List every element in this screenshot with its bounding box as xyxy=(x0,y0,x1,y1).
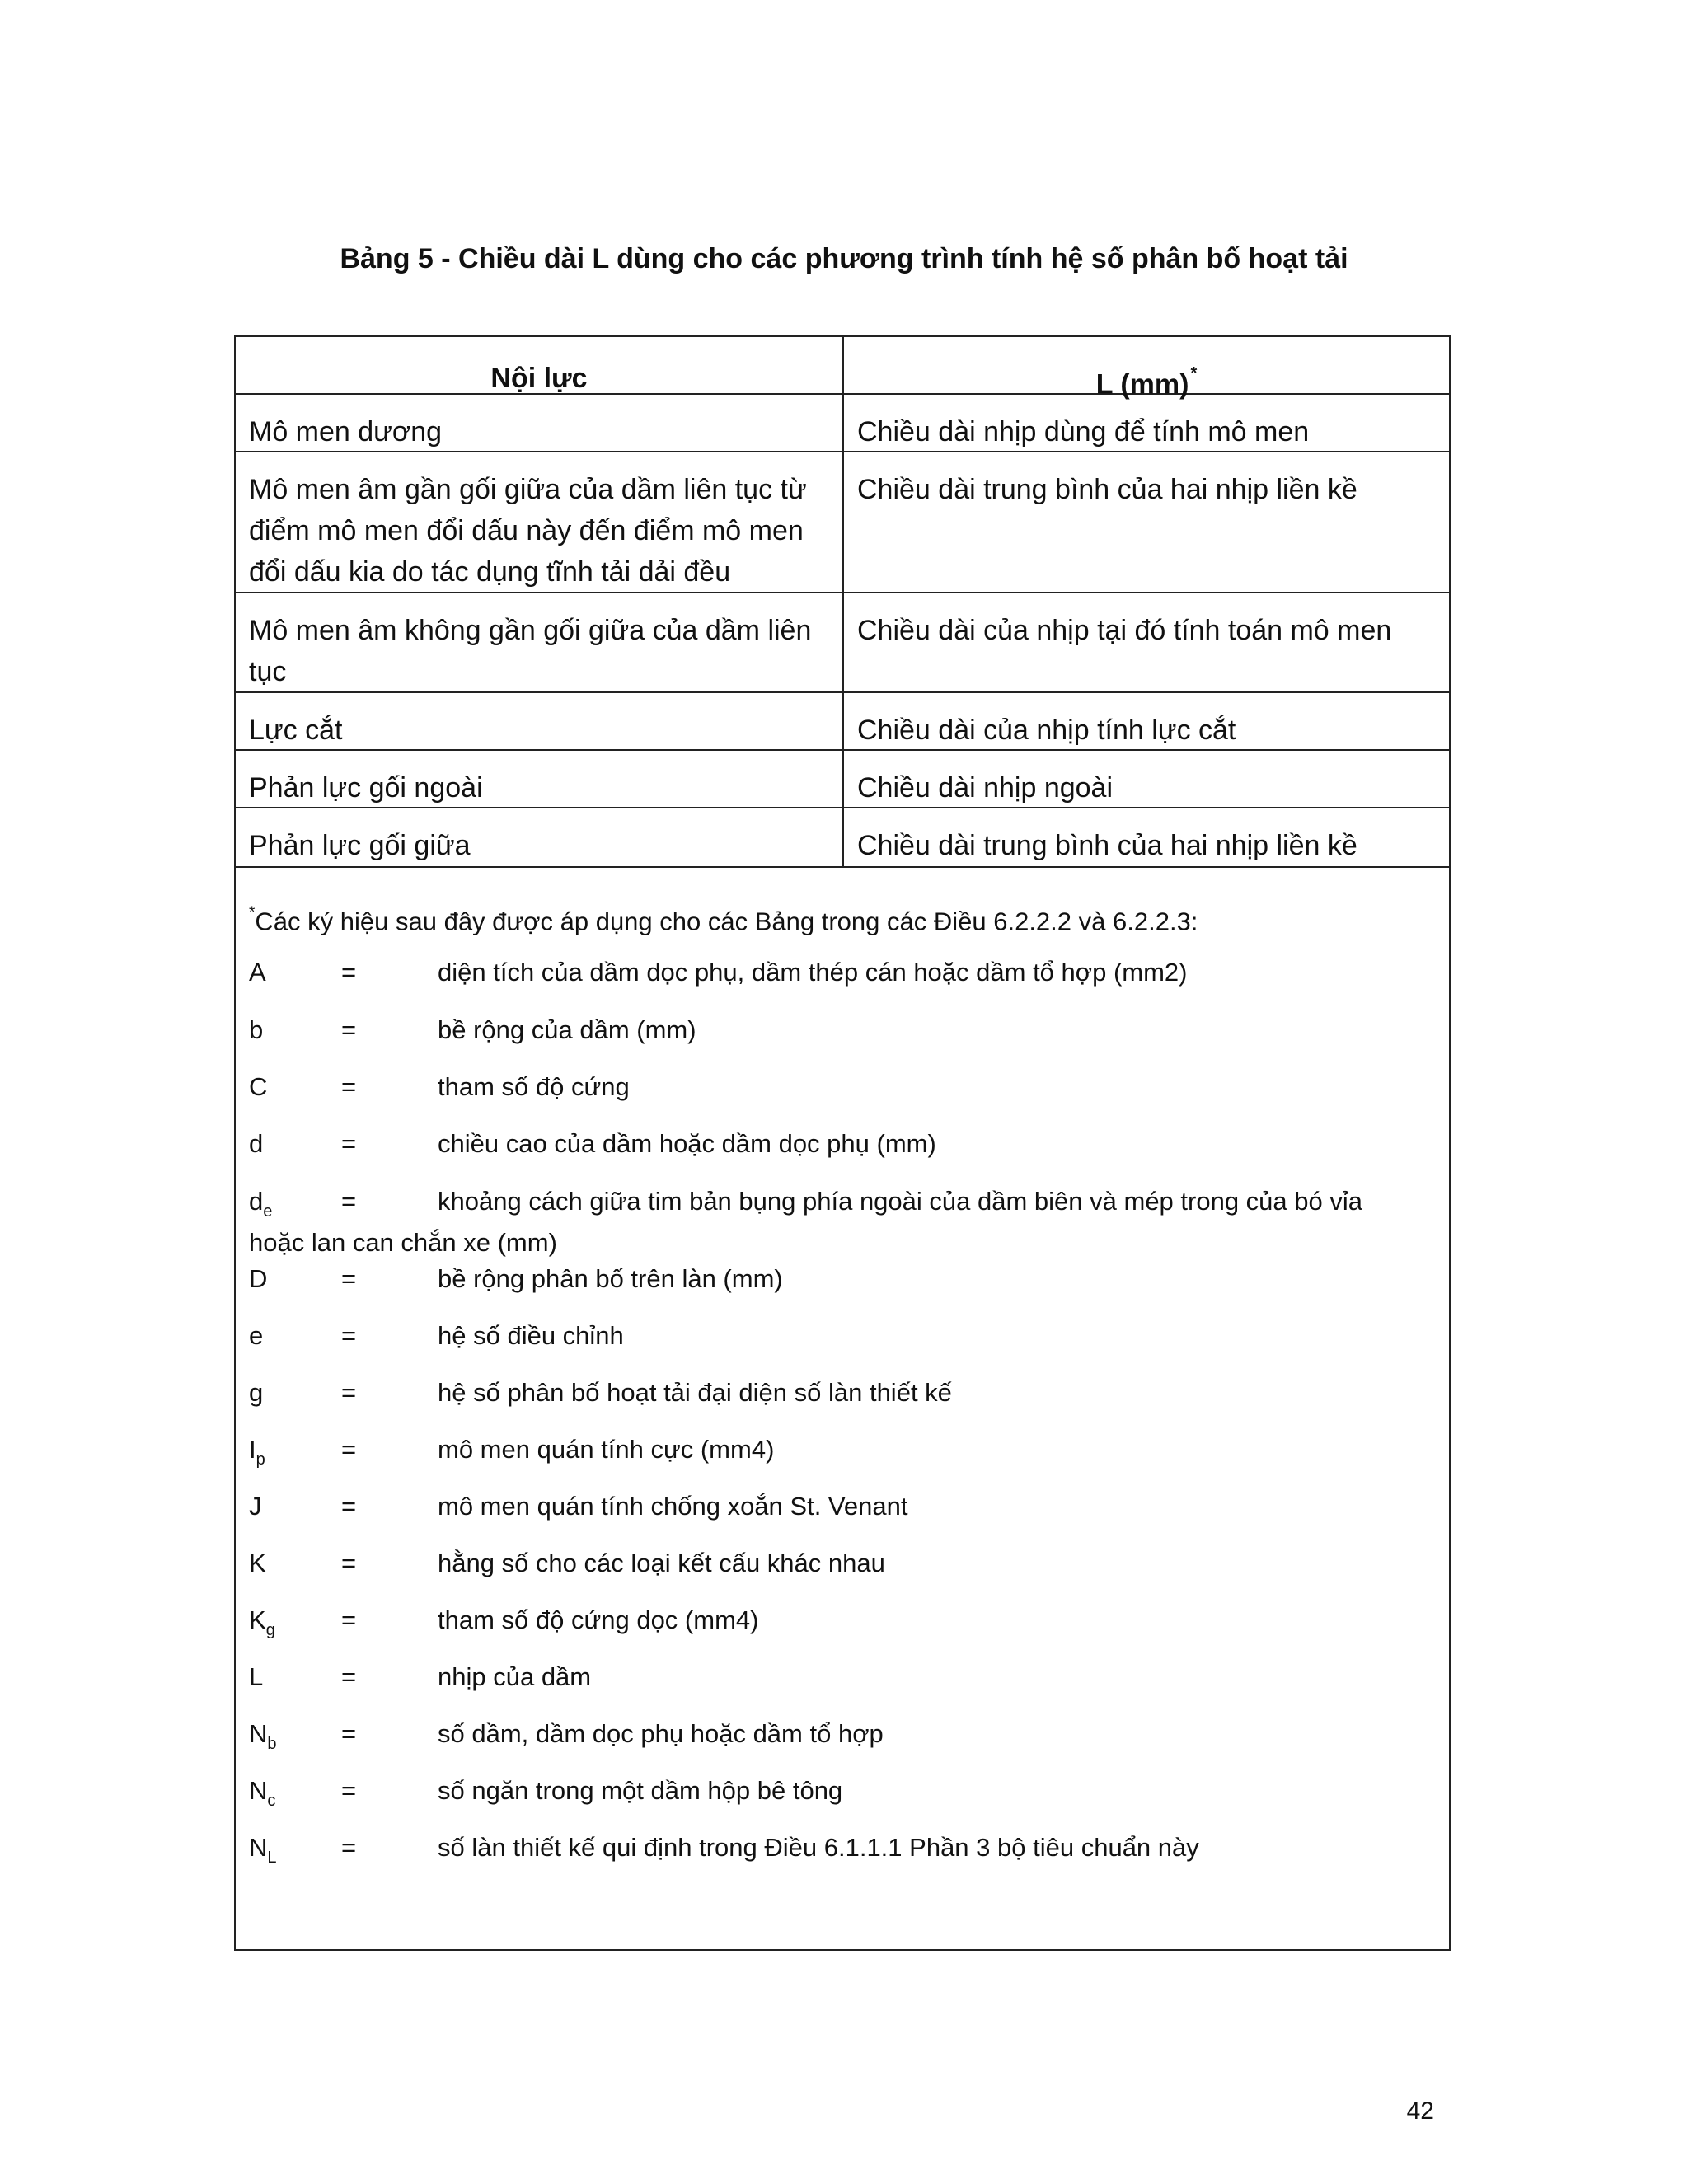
length-cell: Chiều dài nhịp dùng để tính mô men xyxy=(857,416,1310,448)
equals-sign: = xyxy=(341,958,357,987)
equals-sign: = xyxy=(341,1719,357,1748)
notes-intro-text: Các ký hiệu sau đây được áp dụng cho các Bảng trong các Điều 6.2.2.2 và 6.2.2.3: xyxy=(255,907,1198,936)
symbol-subscript: e xyxy=(263,1202,273,1221)
definition-text: số dầm, dầm dọc phụ hoặc dầm tổ hợp xyxy=(438,1719,884,1748)
equals-sign: = xyxy=(341,1264,357,1293)
symbol-base: N xyxy=(249,1776,268,1805)
symbol-base: N xyxy=(249,1719,268,1748)
definition-text: hằng số cho các loại kết cấu khác nhau xyxy=(438,1549,885,1577)
equals-sign: = xyxy=(341,1605,357,1634)
page-title: Bảng 5 - Chiều dài L dùng cho các phương trình tính hệ số phân bố hoạt tải xyxy=(340,243,1348,274)
table-row xyxy=(236,693,1449,751)
equals-sign: = xyxy=(341,1129,357,1158)
symbol-base: I xyxy=(249,1435,256,1464)
equals-sign: = xyxy=(341,1072,357,1101)
definition-text: hệ số điều chỉnh xyxy=(438,1321,624,1350)
table-header-row xyxy=(236,337,1449,401)
table-row xyxy=(236,452,1449,593)
force-cell: Mô men âm gần gối giữa của dầm liên tục từ điểm mô men đổi dấu này đến điểm mô men đổi dấu kia do tác dụng tĩnh tải dải đều xyxy=(236,452,844,592)
header-internal-force-label: Nội lực xyxy=(490,363,588,394)
definition-text: tham số độ cứng xyxy=(438,1072,630,1101)
equals-sign: = xyxy=(341,1833,357,1862)
symbol xyxy=(249,1486,262,1527)
equals-sign: = xyxy=(341,1492,357,1521)
symbol-base: b xyxy=(249,1015,264,1044)
definition-text: hệ số phân bố hoạt tải đại diện số làn thiết kế xyxy=(438,1378,952,1407)
symbol xyxy=(249,1827,277,1872)
length-cell: Chiều dài của nhịp tính lực cắt xyxy=(857,715,1236,746)
symbol xyxy=(249,1066,267,1108)
header-length-label: L (mm) xyxy=(1095,368,1189,401)
force-cell: Lực cắt xyxy=(236,693,844,749)
definition-text: mô men quán tính cực (mm4) xyxy=(438,1435,775,1464)
symbol xyxy=(249,1543,266,1584)
equals-sign: = xyxy=(341,1015,357,1044)
equals-sign: = xyxy=(341,1378,357,1407)
length-cell: Chiều dài nhịp ngoài xyxy=(857,772,1114,804)
length-table xyxy=(234,335,1451,1951)
table-row xyxy=(236,751,1449,808)
symbol xyxy=(249,1713,277,1758)
definition-text: diện tích của dầm dọc phụ, dầm thép cán hoặc dầm tổ hợp (mm2) xyxy=(438,958,1188,987)
page-number: 42 xyxy=(1406,2097,1434,2125)
symbol-subscript: L xyxy=(267,1849,277,1867)
symbol xyxy=(249,1258,267,1300)
symbol-base: D xyxy=(249,1264,268,1293)
symbol xyxy=(249,1372,263,1413)
length-cell: Chiều dài trung bình của hai nhịp liền kề xyxy=(857,830,1357,861)
symbol xyxy=(249,1657,263,1698)
definition-text: khoảng cách giữa tim bản bụng phía ngoài của dầm biên và mép trong của bó vỉa xyxy=(438,1187,1362,1216)
equals-sign: = xyxy=(341,1321,357,1350)
notes-intro xyxy=(249,896,1198,942)
definition-text: mô men quán tính chống xoắn St. Venant xyxy=(438,1492,908,1521)
symbol-subscript: p xyxy=(256,1451,265,1469)
symbol-base: A xyxy=(249,958,266,987)
equals-sign: = xyxy=(341,1776,357,1805)
symbol-subscript: b xyxy=(267,1735,277,1753)
header-internal-force xyxy=(236,337,844,393)
symbol-base: d xyxy=(249,1129,264,1158)
symbol xyxy=(249,1181,272,1226)
equals-sign: = xyxy=(341,1662,357,1691)
definition-text: tham số độ cứng dọc (mm4) xyxy=(438,1605,759,1634)
definition-text-continued: hoặc lan can chắn xe (mm) xyxy=(249,1228,557,1257)
symbol xyxy=(249,1770,275,1815)
symbol xyxy=(249,952,266,993)
symbol-base: d xyxy=(249,1187,264,1216)
definition-text: bề rộng của dầm (mm) xyxy=(438,1015,696,1044)
equals-sign: = xyxy=(341,1435,357,1464)
length-cell: Chiều dài của nhịp tại đó tính toán mô men xyxy=(857,615,1392,646)
symbol-base: C xyxy=(249,1072,268,1101)
symbol xyxy=(249,1315,263,1357)
definition-text: nhịp của dầm xyxy=(438,1662,592,1691)
symbol-base: N xyxy=(249,1833,268,1862)
force-cell: Mô men âm không gần gối giữa của dầm liên tục xyxy=(236,593,844,691)
definition-text: số làn thiết kế qui định trong Điều 6.1.1.1 Phần 3 bộ tiêu chuẩn này xyxy=(438,1833,1199,1862)
header-length xyxy=(844,337,1449,401)
symbol-subscript: c xyxy=(267,1792,276,1810)
length-cell: Chiều dài trung bình của hai nhịp liền kề xyxy=(857,474,1357,505)
notes-footnote-mark: * xyxy=(249,904,256,921)
table-row xyxy=(236,808,1449,868)
definition-text: số ngăn trong một dầm hộp bê tông xyxy=(438,1776,843,1805)
symbol-base: g xyxy=(249,1378,264,1407)
symbol xyxy=(249,1600,275,1644)
definition-text: chiều cao của dầm hoặc dầm dọc phụ (mm) xyxy=(438,1129,936,1158)
definition-text: bề rộng phân bố trên làn (mm) xyxy=(438,1264,783,1293)
force-cell: Phản lực gối giữa xyxy=(236,808,844,866)
force-cell: Phản lực gối ngoài xyxy=(236,751,844,807)
symbol xyxy=(249,1010,263,1051)
table-row xyxy=(236,395,1449,452)
header-footnote-mark: * xyxy=(1190,364,1198,382)
symbol-subscript: g xyxy=(265,1621,275,1639)
force-cell: Mô men dương xyxy=(236,395,844,451)
symbol xyxy=(249,1123,263,1165)
symbol-base: K xyxy=(249,1605,266,1634)
equals-sign: = xyxy=(341,1187,357,1216)
symbol-base: L xyxy=(249,1662,264,1691)
symbol-base: e xyxy=(249,1321,264,1350)
symbol xyxy=(249,1429,265,1474)
symbol-base: J xyxy=(249,1492,262,1521)
table-row xyxy=(236,593,1449,693)
symbol-base: K xyxy=(249,1549,266,1577)
equals-sign: = xyxy=(341,1549,357,1577)
